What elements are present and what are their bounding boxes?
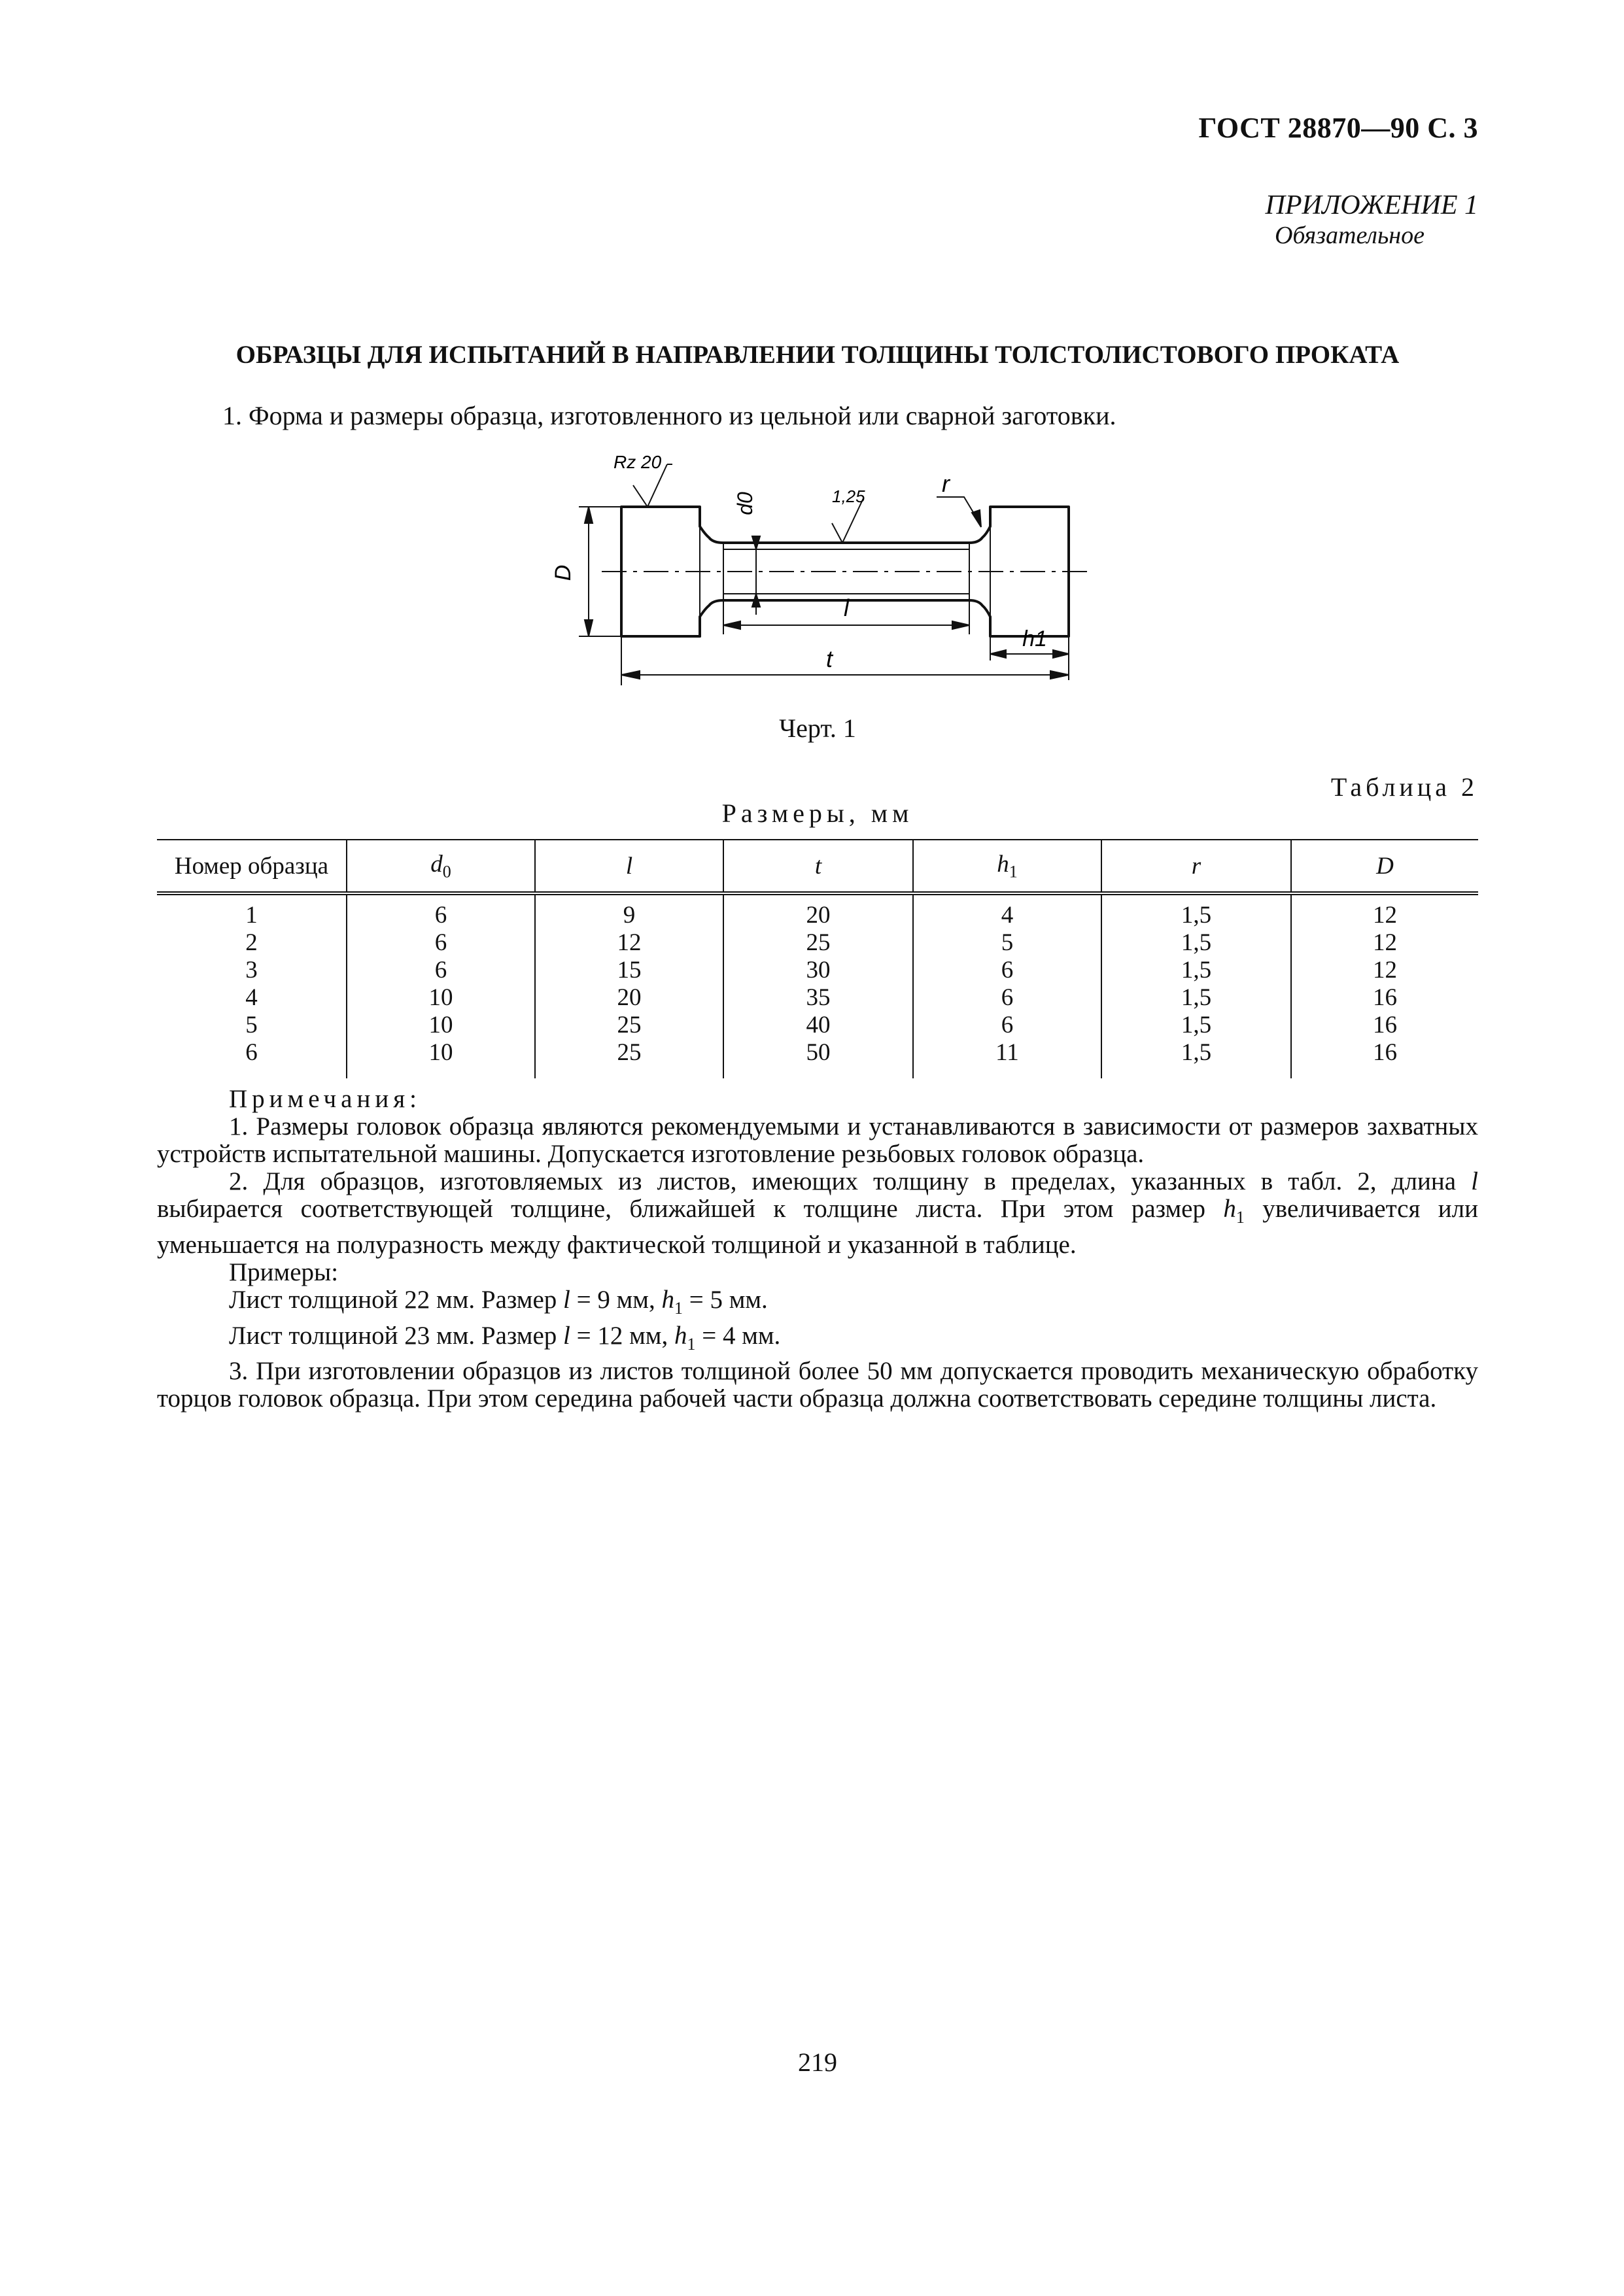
col-header-l: l — [535, 840, 723, 893]
table-cell: 4 — [245, 984, 258, 1011]
table-cell: 5 — [913, 929, 1101, 957]
left-head-bottom — [700, 600, 876, 636]
table-cell: 6 — [347, 929, 535, 957]
table-cell: 1,5 — [1101, 929, 1291, 957]
symbol-l: l — [563, 1321, 570, 1350]
table-cell: 1 — [245, 902, 258, 929]
note-2-part-b: выбирается соответствующей толщине, ближайшей к толщине листа. При этом размер — [157, 1195, 1205, 1223]
appendix-status: Обязательное — [1274, 222, 1425, 249]
table-label: Таблица 2 — [1330, 772, 1478, 802]
symbol-h: h — [674, 1321, 687, 1350]
label-t: t — [825, 645, 833, 672]
col-header-h1: $h_1$ — [913, 840, 1101, 893]
label-D: D — [551, 564, 576, 581]
note-2-part-c: увеличивается или уменьшается на полуразность между фактической толщиной и указанной в таблице. — [157, 1195, 1478, 1259]
symbol-h: h — [1223, 1195, 1236, 1223]
specimen-drawing — [536, 445, 1125, 693]
table-row — [157, 1012, 1478, 1039]
label-d0: d0 — [733, 492, 757, 515]
table-header-row — [157, 840, 1478, 893]
table-cell: 16 — [1291, 984, 1478, 1012]
example-2-part-b: = 12 мм, — [576, 1321, 668, 1350]
table-cell: 25 — [535, 1012, 723, 1039]
table-cell: 20 — [723, 893, 913, 929]
table-cell: 16 — [1291, 1039, 1478, 1078]
notes-block — [157, 1086, 1478, 1413]
note-1: 1. Размеры головок образца являются рекомендуемыми и устанавливаются в зависимости от размеров захватных устройств испытательной машины. Допускается изготовление резьбовых головок образца. — [157, 1112, 1478, 1168]
table-cell: 6 — [913, 1012, 1101, 1039]
figure-caption: Черт. 1 — [779, 713, 856, 743]
table-cell: 15 — [535, 957, 723, 984]
table-cell: 3 — [245, 957, 258, 984]
example-1-part-c: = 5 мм. — [689, 1285, 768, 1314]
table-units-text: Размеры, мм — [721, 798, 914, 828]
table-cell: 20 — [535, 984, 723, 1012]
example-2 — [157, 1322, 1478, 1358]
table-cell: 40 — [723, 1012, 913, 1039]
note-2-part-a: 2. Для образцов, изготовляемых из листов, имеющих толщину в пределах, указанных в табл. 2, длина — [229, 1167, 1457, 1195]
example-1-part-a: Лист толщиной 22 мм. Размер — [229, 1285, 557, 1314]
label-r: r — [942, 470, 950, 497]
example-1 — [157, 1286, 1478, 1322]
symbol-h: h — [661, 1285, 674, 1314]
page-number: 219 — [798, 2048, 837, 2077]
table-cell: 6 — [347, 893, 535, 929]
table-units — [157, 798, 1478, 829]
table-cell: 25 — [723, 929, 913, 957]
table-cell: 10 — [347, 984, 535, 1012]
note-2 — [157, 1168, 1478, 1259]
symbol-l: l — [563, 1285, 570, 1314]
table-row — [157, 893, 1478, 929]
symbol-h-index: 1 — [1235, 1207, 1245, 1227]
table-cell: 10 — [347, 1012, 535, 1039]
table-cell: 6 — [245, 1039, 258, 1066]
table-cell: 2 — [245, 929, 258, 956]
table-cell: 16 — [1291, 1012, 1478, 1039]
table-cell: 1,5 — [1101, 1012, 1291, 1039]
symbol-l: l — [1471, 1167, 1478, 1195]
table-cell: 9 — [535, 893, 723, 929]
table-cell: 12 — [1291, 957, 1478, 984]
note-3: 3. При изготовлении образцов из листов толщиной более 50 мм допускается проводить механическую обработку торцов головок образца. При этом середина рабочей части образца должна соответствовать середине толщины листа. — [157, 1357, 1478, 1413]
symbol-h-index: 1 — [687, 1334, 696, 1354]
table-cell: 12 — [1291, 929, 1478, 957]
intro-paragraph: 1. Форма и размеры образца, изготовленного из цельной или сварной заготовки. — [222, 401, 1116, 430]
table-cell: 6 — [913, 957, 1101, 984]
table-cell: 1,5 — [1101, 957, 1291, 984]
table-cell: 50 — [723, 1039, 913, 1078]
table-cell: 35 — [723, 984, 913, 1012]
table-cell: 30 — [723, 957, 913, 984]
label-h1: h1 — [1022, 626, 1047, 651]
table-cell: 4 — [913, 893, 1101, 929]
col-header-t: t — [723, 840, 913, 893]
table-cell: 6 — [347, 957, 535, 984]
table-cell: 25 — [535, 1039, 723, 1078]
appendix-label: ПРИЛОЖЕНИЕ 1 — [1265, 190, 1478, 220]
col-header-D: D — [1291, 840, 1478, 893]
symbol-h-index: 1 — [674, 1298, 683, 1318]
example-2-part-a: Лист толщиной 23 мм. Размер — [229, 1321, 557, 1350]
table-cell: 11 — [913, 1039, 1101, 1078]
table-cell: 1,5 — [1101, 893, 1291, 929]
table-row — [157, 984, 1478, 1012]
table-cell: 1,5 — [1101, 1039, 1291, 1078]
table-cell: 5 — [245, 1012, 258, 1038]
col-header-r: r — [1101, 840, 1291, 893]
roughness-rz20: Rz 20 — [613, 452, 662, 472]
example-1-part-b: = 9 мм, — [576, 1285, 655, 1314]
examples-label: Примеры: — [229, 1258, 339, 1286]
roughness-125: 1,25 — [832, 487, 865, 506]
table-cell: 1,5 — [1101, 984, 1291, 1012]
dimensions-table — [157, 839, 1478, 1078]
table-cell: 12 — [535, 929, 723, 957]
table-row — [157, 957, 1478, 984]
col-header-d0: $d_0$ — [347, 840, 535, 893]
notes-heading: Примечания: — [229, 1085, 421, 1113]
label-l: l — [844, 594, 849, 621]
table-row — [157, 1039, 1478, 1078]
example-2-part-c: = 4 мм. — [702, 1321, 781, 1350]
table-cell: 12 — [1291, 893, 1478, 929]
document-header: ГОСТ 28870—90 С. 3 — [1198, 112, 1478, 144]
section-title: ОБРАЗЦЫ ДЛЯ ИСПЫТАНИЙ В НАПРАВЛЕНИИ ТОЛЩИНЫ ТОЛСТОЛИСТОВОГО ПРОКАТА — [235, 341, 1400, 369]
table-cell: 6 — [913, 984, 1101, 1012]
table-cell: 10 — [347, 1039, 535, 1078]
table-row — [157, 929, 1478, 957]
col-header-number: Номер образца — [157, 840, 347, 893]
